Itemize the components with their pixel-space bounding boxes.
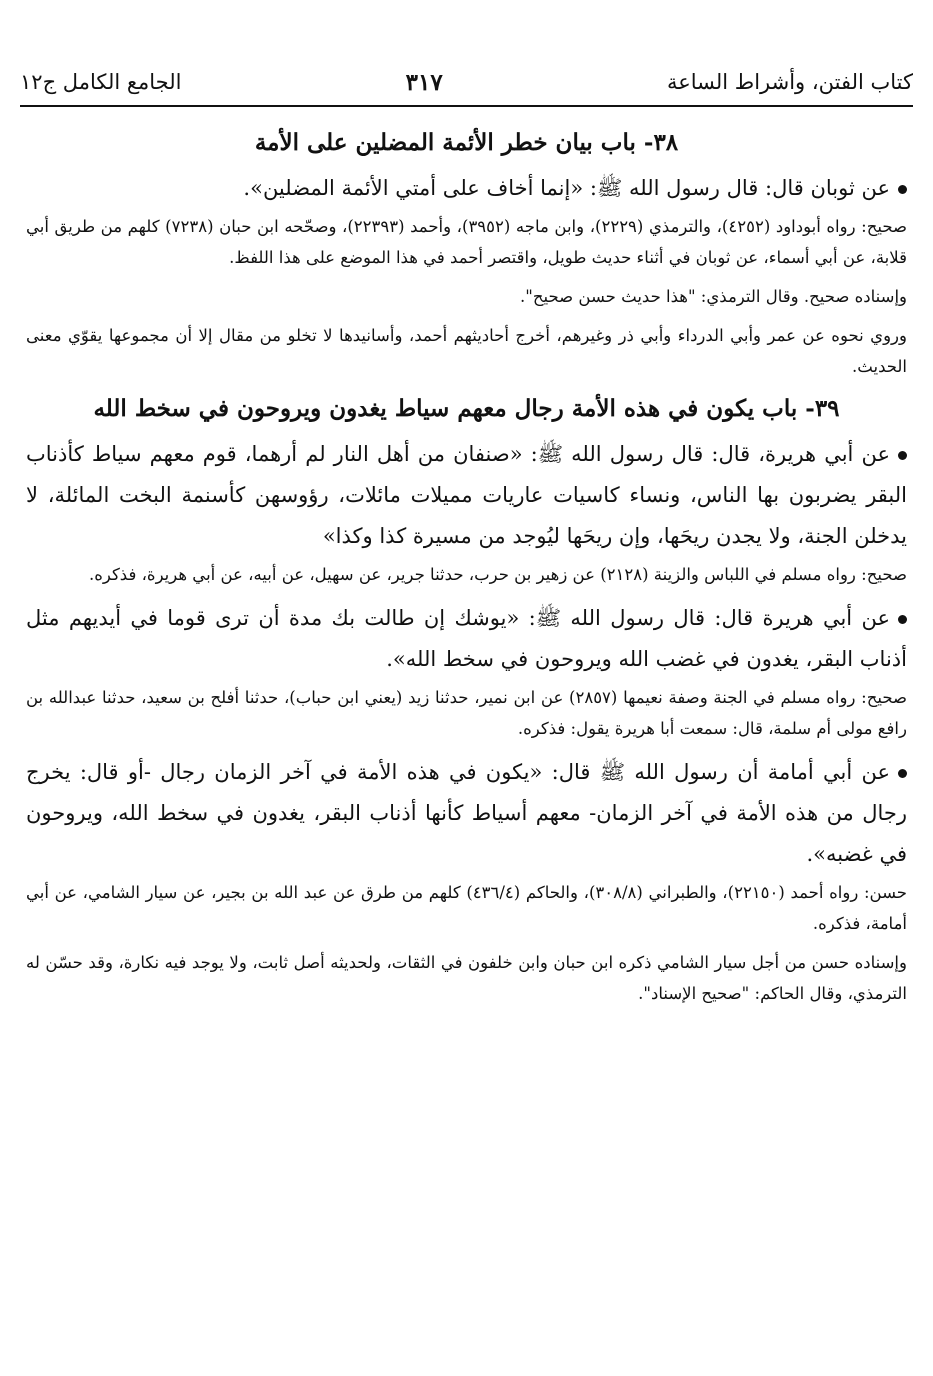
header-rule — [20, 105, 913, 107]
page-header — [20, 62, 913, 102]
chapter-title: ٣٨- باب بيان خطر الأئمة المضلين على الأمة — [254, 129, 679, 156]
hadith-text: عن أبي هريرة، قال: قال رسول الله ﷺ: «صنفان من أهل النار لم أرهما، قوم معهم سياط كأذناب البقر يضربون بها الناس، ونساء كاسيات عاريات مميلات مائلات، رؤوسهن كأسنمة البخت المائلة، لا يدخلن الجنة، ولا يجدن ريحَها، وإن ريحَها ليُوجد من مسيرة كذا وكذا» — [26, 442, 907, 548]
bullet-icon — [898, 451, 907, 460]
takhrij-note: وإسناده حسن من أجل سيار الشامي ذكره ابن حبان وابن خلفون في الثقات، ولحديثه أصل ثابت، ولا يوجد فيه نكارة، وقد حسّن له الترمذي، وقال الحاكم: "صحيح الإسناد". — [26, 953, 907, 1003]
hadith-paragraph — [26, 168, 907, 209]
takhrij-note: صحيح: رواه مسلم في الجنة وصفة نعيمها (٢٨٥٧) عن ابن نمير، حدثنا زيد (يعني ابن حباب)، حدثنا أفلح بن سعيد، حدثنا عبدالله بن رافع مولى أم سلمة، قال: سمعت أبا هريرة يقول: فذكره. — [26, 688, 907, 738]
hadith-paragraph — [26, 434, 907, 557]
page-content — [26, 118, 907, 1356]
chapter-title: ٣٩- باب يكون في هذه الأمة رجال معهم سياط يغدون ويروحون في سخط الله — [93, 395, 840, 422]
hadith-text: عن أبي أمامة أن رسول الله ﷺ قال: «يكون في هذه الأمة في آخر الزمان رجال -أو قال: يخرج رجال من هذه الأمة في آخر الزمان- معهم أسياط كأنها أذناب البقر، يغدون في سخط الله، ويروحون في غضبه». — [26, 760, 907, 866]
hadith-text: عن أبي هريرة قال: قال رسول الله ﷺ: «يوشك إن طالت بك مدة أن ترى قوما في أيديهم مثل أذناب البقر، يغدون في غضب الله ويروحون في سخط الله». — [26, 606, 907, 671]
bullet-icon — [898, 185, 907, 194]
takhrij-note: صحيح: رواه مسلم في اللباس والزينة (٢١٢٨) عن زهير بن حرب، حدثنا جرير، عن سهيل، عن أبيه، عن أبي هريرة، فذكره. — [88, 565, 907, 584]
header-book-title: الجامع الكامل ج١٢ — [20, 70, 182, 94]
bullet-icon — [898, 615, 907, 624]
header-book-section: كتاب الفتن، وأشراط الساعة — [666, 70, 913, 94]
hadith-paragraph — [26, 598, 907, 680]
bullet-icon — [898, 769, 907, 778]
page-number: ٣١٧ — [405, 68, 443, 96]
takhrij-note: صحيح: رواه أبوداود (٤٢٥٢)، والترمذي (٢٢٢٩)، وابن ماجه (٣٩٥٢)، وأحمد (٢٢٣٩٣)، وصحّحه ابن حبان (٧٢٣٨) كلهم من طريق أبي قلابة، عن أبي أسماء، عن ثوبان في أثناء حديث طويل، واقتصر أحمد في هذا الموضع على هذا اللفظ. — [26, 217, 907, 267]
hadith-paragraph — [26, 752, 907, 875]
hadith-text: عن ثوبان قال: قال رسول الله ﷺ: «إنما أخاف على أمتي الأئمة المضلين». — [243, 176, 890, 200]
takhrij-note: وإسناده صحيح. وقال الترمذي: "هذا حديث حسن صحيح". — [520, 287, 907, 306]
takhrij-note: وروي نحوه عن عمر وأبي الدرداء وأبي ذر وغيرهم، أخرج أحاديثهم أحمد، وأسانيدها لا تخلو من مقال إلا أن مجموعها يقوّي معنى الحديث. — [26, 326, 907, 376]
takhrij-note: حسن: رواه أحمد (٢٢١٥٠)، والطبراني (٣٠٨/٨)، والحاكم (٤٣٦/٤) كلهم من طرق عن عبد الله بن بجير، عن سيار الشامي، عن أبي أمامة، فذكره. — [26, 883, 907, 933]
